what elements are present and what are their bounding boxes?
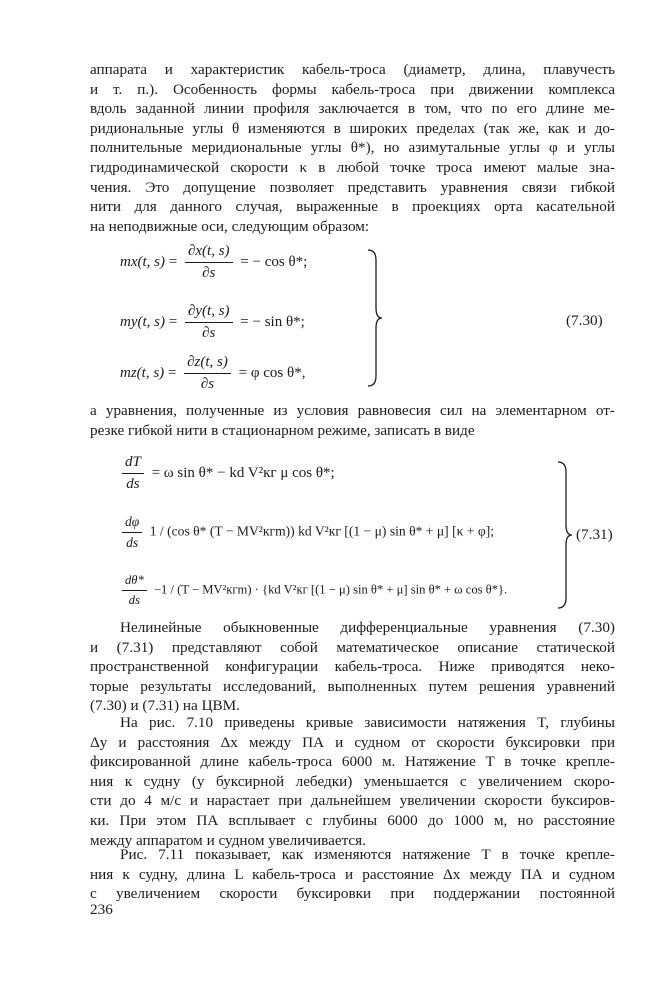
right-brace-icon: [556, 460, 574, 610]
equation-row: [118, 454, 335, 493]
text-line: ки. При этом ПА всплывает с глубины 6000 до 1000 м, но расстояние: [90, 811, 615, 829]
equation-rhs: 1 / (cos θ* (T − MV²кгm)) kd V²кг [(1 − μ) sin θ* + μ] [κ + φ];: [149, 523, 495, 539]
equation-fraction: $\frac{\partial y(t, s)}{\partial s}$: [185, 303, 233, 342]
text-line: Рис. 7.11 показывает, как изменяются натяжение T в точке крепле-: [120, 846, 615, 863]
equation-fraction: $\frac{\partial x(t, s)}{\partial s}$: [185, 243, 233, 282]
text-line: между аппаратом и судном увеличивается.: [90, 831, 366, 849]
text-line: торые результаты исследований, выполненных путем решения уравнений: [90, 677, 615, 695]
equation-fraction: $\frac{d\theta*}{ds}$: [122, 573, 147, 608]
text-line: гидродинамической скорости κ в любой точке троса имеют малые зна-: [90, 158, 615, 176]
text-line: сти до 4 м/с и нарастает при дальнейшем увеличении скорости буксиров-: [90, 792, 615, 810]
equation-fraction: $\frac{dT}{ds}$: [122, 454, 144, 493]
text-line: ния к судну (у буксирной лебедки) уменьшается с увеличением скоро-: [90, 772, 615, 790]
equation-row: my(t, s) = $\frac{\partial y(t, s)}{\partial s}$ = − sin θ*;: [120, 303, 305, 341]
equation-row: mx(t, s) = $\frac{\partial x(t, s)}{\partial s}$ = − cos θ*;: [120, 243, 308, 281]
right-brace-icon: [366, 248, 384, 388]
text-line: (7.30) и (7.31) на ЦВМ.: [90, 697, 240, 715]
equation-rhs: = − cos θ*;: [240, 253, 308, 270]
equation-lhs: mx(t, s): [120, 253, 165, 270]
equation-lhs: my(t, s): [120, 313, 165, 330]
equation-rhs: −1 / (T − MV²кгm) · {kd V²кг [(1 − μ) sin θ* + μ] sin θ* + ω cos θ*}.: [153, 582, 508, 597]
text-line: Δy и расстояния Δx между ПА и судном от скорости буксировки при: [90, 733, 615, 751]
paragraph-3: [90, 618, 615, 716]
equation-lhs: mz(t, s): [120, 364, 165, 381]
text-line: и т. п.). Особенность формы кабель-троса при движении комплекса: [90, 80, 615, 98]
equation-fraction: $\frac{\partial z(t, s)}{\partial s}$: [184, 354, 231, 393]
text-line: и (7.31) представляют собой математическое описание статической: [90, 638, 615, 656]
text-line: резке гибкой нити в стационарном режиме, записать в виде: [90, 421, 475, 439]
text-line: полнительные меридиональные углы θ*), но азимутальные углы φ и углы: [90, 139, 615, 157]
equation-row: mz(t, s) = $\frac{\partial z(t, s)}{\partial s}$ = φ cos θ*,: [120, 354, 306, 392]
equation-rhs: = φ cos θ*,: [238, 364, 306, 381]
text-line: аппарата и характеристик кабель-троса (диаметр, длина, плавучесть: [90, 61, 615, 78]
text-line: на неподвижные оси, следующим образом:: [90, 217, 370, 235]
page-number: 236: [90, 901, 113, 918]
text-line: На рис. 7.10 приведены кривые зависимости натяжения T, глубины: [120, 714, 615, 731]
text-line: фиксированной длине кабель-троса 6000 м. Натяжение T в точке крепле-: [90, 753, 615, 771]
text-line: ридиональные углы θ изменяются в широких пределах (так же, как и до-: [90, 119, 615, 137]
text-line: с увеличением скорости буксировки при поддержании постоянной: [90, 885, 615, 903]
equation-fraction: $\frac{d\varphi}{ds}$: [122, 514, 142, 551]
paragraph-2: [90, 401, 615, 440]
paragraph-4: [90, 713, 615, 850]
equation-rhs: = − sin θ*;: [240, 313, 305, 330]
equation-rhs: = ω sin θ* − kd V²кг μ cos θ*;: [151, 464, 335, 481]
text-line: пространственной конфигурации кабель-троса. Ниже приводятся неко-: [90, 658, 615, 676]
paragraph-5: [90, 845, 615, 904]
paragraph-1: [90, 60, 615, 236]
text-line: нити для данного случая, выраженные в проекциях орта касательной: [90, 198, 615, 216]
equation-row: [118, 573, 507, 608]
text-line: Нелинейные обыкновенные дифференциальные уравнения (7.30): [120, 619, 615, 636]
equation-row: [118, 514, 494, 551]
text-line: вдоль заданной линии профиля заключается в том, что по его длине ме-: [90, 100, 615, 118]
text-line: ния к судну, длина L кабель-троса и расстояние Δx между ПА и судном: [90, 865, 615, 883]
text-line: чения. Это допущение позволяет представить уравнения связи гибкой: [90, 178, 615, 196]
equation-number: (7.31): [576, 526, 613, 543]
equation-number: (7.30): [566, 312, 603, 329]
text-line: а уравнения, полученные из условия равновесия сил на элементарном от-: [90, 402, 615, 419]
